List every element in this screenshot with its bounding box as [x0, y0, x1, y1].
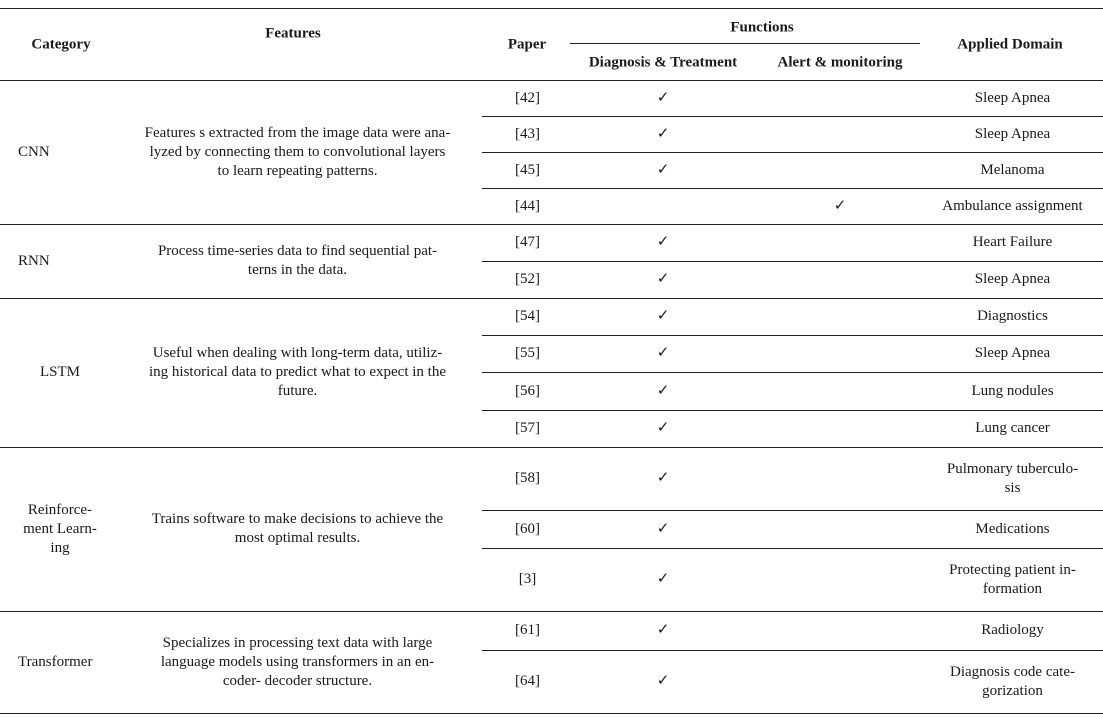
header-paper: Paper [507, 36, 547, 53]
text-line: Trains software to make decisions to achieve the [151, 511, 444, 527]
applied-domain-cell-text [975, 419, 1050, 438]
category-cell-text [18, 143, 50, 162]
text-line: language models using transformers in an en- [160, 653, 435, 670]
applied-domain-cell-text [973, 233, 1053, 252]
text-line: Lung nodules [971, 382, 1054, 399]
applied-domain-cell [925, 410, 1100, 447]
text-line: Reinforce- [27, 501, 93, 518]
top-rule [0, 8, 1103, 9]
applied-domain-cell [925, 650, 1100, 713]
paper-ref-text: [44] [515, 197, 540, 214]
diagnosis-check-icon: ✓ [656, 420, 670, 436]
features-cell [110, 611, 485, 713]
text-line: Transformer [18, 653, 93, 670]
paper-ref [490, 447, 565, 510]
applied-domain-cell [925, 261, 1100, 298]
applied-domain-cell [925, 152, 1100, 188]
applied-domain-cell-text [975, 520, 1049, 539]
functions-rule [570, 43, 920, 44]
paper-ref-text: [58] [515, 470, 540, 486]
applied-domain-cell [925, 224, 1100, 261]
applied-domain-cell-text [980, 161, 1044, 180]
diagnosis-check-icon: ✓ [656, 345, 670, 361]
applied-domain-cell [925, 447, 1100, 510]
text-line: to learn repeating patterns. [217, 162, 378, 179]
text-line: Sleep Apnea [974, 89, 1051, 106]
alert-check-icon: ✓ [833, 197, 847, 214]
header-category: Category [31, 36, 91, 53]
group-rule [0, 713, 1103, 714]
header-features: Features [265, 25, 321, 42]
paper-ref-text: [43] [515, 125, 540, 142]
text-line: future. [277, 383, 318, 399]
applied-domain-cell [925, 335, 1100, 372]
paper-ref [490, 298, 565, 335]
applied-domain-cell-text [981, 621, 1044, 640]
diagnosis-check-icon: ✓ [656, 622, 670, 638]
text-line: Lung cancer [975, 420, 1050, 436]
diagnosis-check-icon: ✓ [656, 520, 670, 537]
applied-domain-cell-text [977, 307, 1048, 326]
applied-domain-cell-text [971, 382, 1053, 401]
paper-ref-text: [64] [515, 673, 540, 689]
paper-ref [490, 410, 565, 447]
text-line: ing [50, 539, 70, 556]
features-cell [110, 447, 485, 611]
paper-ref [490, 548, 565, 611]
category-cell-text [18, 653, 92, 672]
text-line: most optimal results. [234, 530, 361, 546]
features-cell-text [158, 242, 437, 280]
header-functions: Functions [730, 19, 794, 36]
text-line: LSTM [39, 364, 80, 380]
text-line: ing historical data to predict what to expect in the [149, 364, 446, 380]
category-cell [0, 298, 120, 447]
applied-domain-cell [925, 372, 1100, 410]
paper-ref [490, 650, 565, 713]
applied-domain-cell-text [949, 561, 1076, 599]
paper-ref [490, 372, 565, 410]
paper-ref-text: [54] [515, 308, 540, 324]
header-diagnosis-treatment: Diagnosis & Treatment [588, 54, 738, 71]
category-cell [18, 80, 120, 224]
text-line: formation [982, 580, 1043, 597]
text-line: RNN [18, 252, 50, 269]
text-line: coder- decoder structure. [222, 672, 373, 689]
applied-domain-cell-text [975, 89, 1050, 108]
paper-ref [490, 152, 565, 188]
category-cell-text [40, 363, 80, 382]
text-line: CNN [18, 143, 50, 160]
diagnosis-check-icon: ✓ [656, 382, 670, 399]
text-line: Sleep Apnea [974, 271, 1051, 287]
applied-domain-cell-text [975, 270, 1050, 289]
diagnosis-check-icon: ✓ [656, 125, 670, 142]
diagnosis-check-icon: ✓ [656, 470, 670, 486]
applied-domain-cell-text [975, 344, 1050, 363]
applied-domain-cell-text [950, 663, 1075, 701]
applied-domain-cell [925, 611, 1100, 650]
diagnosis-check-icon: ✓ [656, 161, 670, 178]
text-line: terns in the data. [247, 262, 348, 278]
text-line: lyzed by connecting them to convolutional layers [149, 143, 446, 160]
paper-ref-text: [61] [515, 622, 540, 638]
text-line: Sleep Apnea [974, 345, 1051, 361]
paper-ref-text: [57] [515, 420, 540, 436]
applied-domain-cell [925, 80, 1100, 116]
diagnosis-check-icon: ✓ [656, 89, 670, 106]
paper-ref [490, 261, 565, 298]
applied-domain-cell [925, 188, 1100, 224]
text-line: Pulmonary tuberculo- [946, 460, 1079, 477]
paper-ref-text: [42] [515, 89, 540, 106]
category-cell [18, 611, 120, 713]
category-cell-text [18, 252, 50, 271]
paper-ref-text: [56] [515, 382, 540, 399]
text-line: ment Learn- [23, 520, 97, 537]
features-cell-text [145, 124, 451, 181]
text-line: Ambulance assignment [942, 197, 1083, 214]
applied-domain-cell [925, 116, 1100, 152]
paper-ref [490, 611, 565, 650]
paper-ref-text: [55] [515, 345, 540, 361]
diagnosis-check-icon: ✓ [656, 271, 670, 287]
applied-domain-cell-text [947, 460, 1078, 498]
applied-domain-cell [925, 548, 1100, 611]
diagnosis-check-icon: ✓ [656, 234, 670, 250]
applied-domain-cell-text [975, 125, 1050, 144]
paper-ref-text: [52] [515, 271, 540, 287]
category-cell [0, 447, 120, 611]
paper-ref-text: [45] [515, 161, 540, 178]
applied-domain-cell [925, 510, 1100, 548]
paper-ref-text: [47] [515, 234, 540, 250]
paper-ref [490, 510, 565, 548]
features-cell [110, 80, 485, 224]
diagnosis-check-icon: ✓ [656, 571, 670, 587]
paper-ref [490, 188, 565, 224]
text-line: Process time-series data to find sequential pat- [157, 243, 438, 259]
paper-ref [490, 224, 565, 261]
text-line: Heart Failure [972, 234, 1053, 250]
text-line: Diagnostics [977, 308, 1048, 324]
features-cell-text [149, 344, 446, 401]
text-line: Useful when dealing with long-term data, utiliz- [152, 345, 443, 361]
header-applied-domain: Applied Domain [957, 36, 1063, 53]
category-cell [18, 224, 120, 298]
applied-domain-cell [925, 298, 1100, 335]
text-line: Diagnosis code cate- [950, 663, 1075, 680]
features-cell [110, 298, 485, 447]
text-line: Features s extracted from the image data were ana- [144, 124, 451, 141]
paper-ref-text: [3] [518, 571, 537, 587]
paper-ref [490, 335, 565, 372]
text-line: gorization [982, 682, 1043, 699]
diagnosis-check-icon: ✓ [656, 308, 670, 324]
header-alert-monitoring: Alert & monitoring [777, 54, 903, 71]
text-line: sis [1004, 479, 1021, 496]
text-line: Sleep Apnea [974, 125, 1051, 142]
features-cell-text [152, 510, 443, 548]
features-cell-text [161, 634, 434, 691]
diagnosis-check-icon: ✓ [656, 673, 670, 689]
features-cell [110, 224, 485, 298]
text-line: Specializes in processing text data with large [162, 634, 433, 651]
text-line: Protecting patient in- [949, 561, 1076, 578]
text-line: Medications [975, 520, 1050, 537]
applied-domain-cell-text [942, 197, 1082, 216]
text-line: Radiology [981, 622, 1044, 638]
text-line: Melanoma [980, 161, 1045, 178]
paper-ref [490, 80, 565, 116]
paper-ref-text: [60] [515, 520, 540, 537]
category-cell-text [23, 501, 97, 558]
paper-ref [490, 116, 565, 152]
